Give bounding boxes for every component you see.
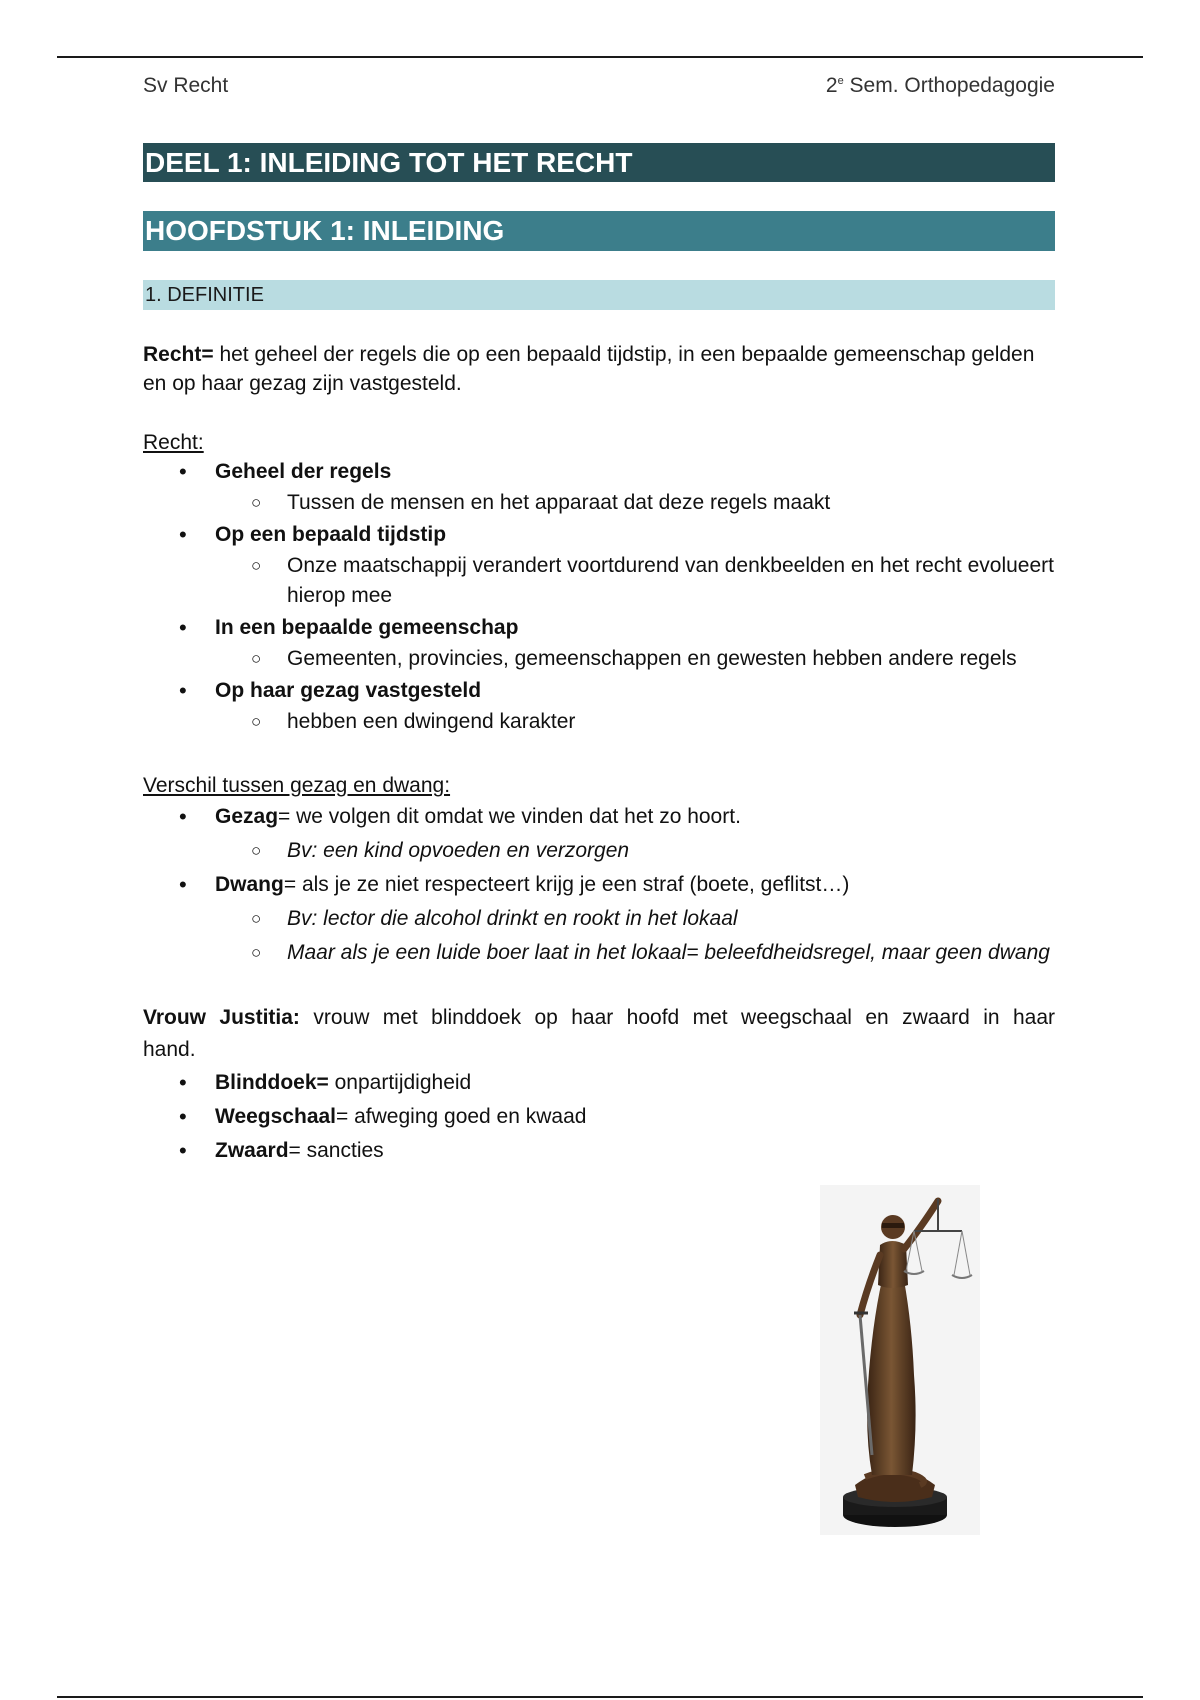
justitia-section: [143, 1002, 1055, 1168]
list-item: • Op een bepaald tijdstip ○ Onze maatschappij verandert voortdurend van denkbeelden en het recht evolueert hierop mee: [143, 520, 1055, 611]
circle-bullet-icon: ○: [251, 493, 262, 512]
bullet-icon: •: [179, 522, 187, 547]
sub-list-item: ○ Bv: lector die alcohol drinkt en rookt in het lokaal: [215, 902, 1055, 936]
justitia-statue-image: [820, 1185, 980, 1535]
list-item: • Geheel der regels ○ Tussen de mensen en het apparaat dat deze regels maakt: [143, 457, 1055, 518]
heading-section: 1. DEFINITIE: [143, 280, 1055, 310]
sub-list-item: ○ hebben een dwingend karakter: [215, 707, 1055, 737]
bullet-icon: •: [179, 1138, 187, 1163]
circle-bullet-icon: ○: [251, 556, 262, 575]
page-header: [143, 74, 1055, 98]
bullet-icon: •: [179, 459, 187, 484]
circle-bullet-icon: ○: [251, 909, 262, 928]
list-item: • Weegschaal= afweging goed en kwaad: [143, 1100, 1055, 1134]
justitia-text: vrouw met blinddoek op haar hoofd met weegschaal en zwaard in haar hand.: [143, 1006, 1056, 1061]
recht-title: Recht:: [143, 431, 204, 454]
justitia-term: Vrouw Justitia:: [143, 1006, 300, 1029]
footer-rule: [57, 1696, 1143, 1698]
recht-section: [143, 428, 1055, 737]
list-item: • Zwaard= sancties: [143, 1134, 1055, 1168]
justitia-list: [143, 1066, 1055, 1168]
heading-hoofdstuk: HOOFDSTUK 1: INLEIDING: [143, 211, 1055, 251]
verschil-title: Verschil tussen gezag en dwang:: [143, 774, 451, 797]
header-left: Sv Recht: [143, 74, 229, 97]
bullet-icon: •: [179, 804, 187, 829]
circle-bullet-icon: ○: [251, 649, 262, 668]
header-rule: [57, 56, 1143, 58]
recht-list: [143, 457, 1055, 737]
bullet-icon: •: [179, 615, 187, 640]
definition-term: Recht=: [143, 343, 214, 366]
list-item: • In een bepaalde gemeenschap ○ Gemeenten, provincies, gemeenschappen en gewesten hebben andere regels: [143, 613, 1055, 674]
circle-bullet-icon: ○: [251, 841, 262, 860]
definition-paragraph: [143, 340, 1055, 398]
sub-list-item: ○ Onze maatschappij verandert voortdurend van denkbeelden en het recht evolueert hierop mee: [215, 551, 1055, 611]
verschil-section: [143, 771, 1055, 970]
bullet-icon: •: [179, 1104, 187, 1129]
circle-bullet-icon: ○: [251, 943, 262, 962]
bullet-icon: •: [179, 1070, 187, 1095]
list-item: • Blinddoek= onpartijdigheid: [143, 1066, 1055, 1100]
sub-list-item: ○ Bv: een kind opvoeden en verzorgen: [215, 834, 1055, 868]
list-item: • Op haar gezag vastgesteld ○ hebben een dwingend karakter: [143, 676, 1055, 737]
sub-list-item: ○ Gemeenten, provincies, gemeenschappen en gewesten hebben andere regels: [215, 644, 1055, 674]
justitia-paragraph: [143, 1002, 1055, 1066]
sub-list-item: ○ Maar als je een luide boer laat in het lokaal= beleefdheidsregel, maar geen dwang: [215, 936, 1055, 970]
definition-text: het geheel der regels die op een bepaald tijdstip, in een bepaalde gemeenschap gelden en op haar gezag zijn vastgesteld.: [143, 343, 1035, 395]
bullet-icon: •: [179, 678, 187, 703]
bullet-icon: •: [179, 872, 187, 897]
sub-list-item: ○ Tussen de mensen en het apparaat dat deze regels maakt: [215, 488, 1055, 518]
heading-deel: DEEL 1: INLEIDING TOT HET RECHT: [143, 143, 1055, 182]
circle-bullet-icon: ○: [251, 712, 262, 731]
list-item: • Dwang= als je ze niet respecteert krijg je een straf (boete, geflitst…) ○ Bv: lector die alcohol drinkt en rookt in het lokaal ○ Maar als je een luide boer laat in het lokaal= beleefdheidsregel, maar geen dwang: [143, 868, 1055, 970]
document-body: [143, 143, 1055, 1168]
verschil-list: [143, 800, 1055, 970]
list-item: • Gezag= we volgen dit omdat we vinden dat het zo hoort. ○ Bv: een kind opvoeden en verzorgen: [143, 800, 1055, 868]
header-right: 2e Sem. Orthopedagogie: [825, 74, 1055, 97]
